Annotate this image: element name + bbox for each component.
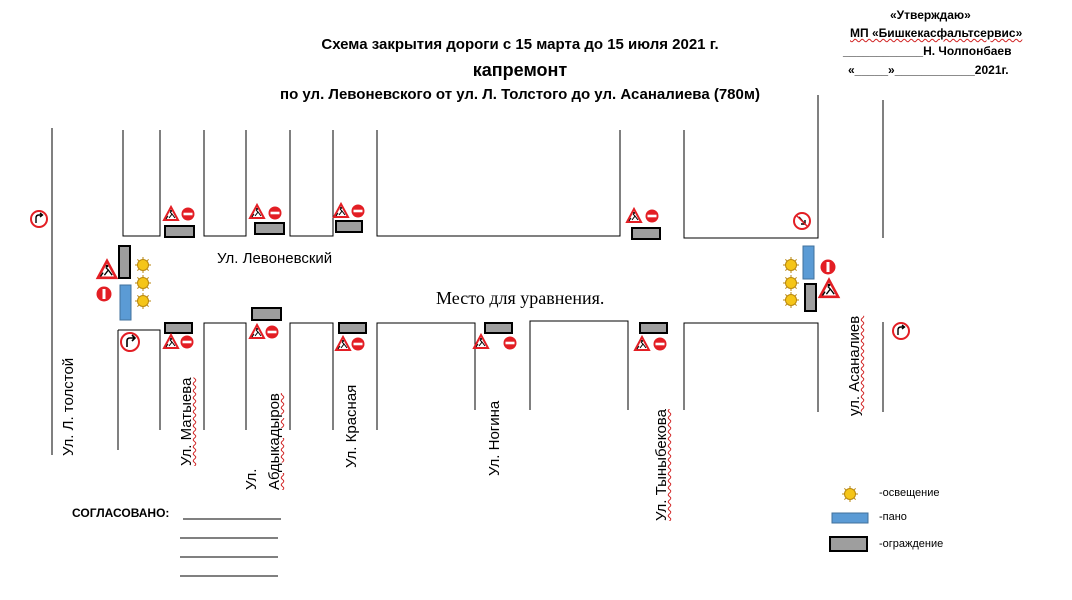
- agreed-signature-lines: [180, 519, 281, 576]
- road-works-sign-icon: [336, 337, 350, 350]
- barrier: [165, 323, 192, 333]
- barrier: [255, 223, 284, 234]
- panel: [120, 285, 131, 320]
- road-works-sign-icon: [474, 335, 488, 348]
- approval-heading: «Утверждаю»: [890, 8, 971, 22]
- no-entry-sign-icon: [181, 336, 194, 349]
- street-label-nogina: Ул. Ногина: [486, 400, 503, 476]
- street-label-krasnaya: Ул. Красная: [343, 384, 360, 468]
- road-works-sign-icon: [250, 205, 264, 218]
- lighting-icon: [135, 275, 151, 291]
- no-entry-sign-icon: [504, 337, 517, 350]
- road-works-sign-icon: [820, 280, 838, 297]
- barrier: [165, 226, 194, 237]
- barrier: [252, 308, 281, 320]
- lighting-icon: [135, 257, 151, 273]
- street-label-tynybekova-text: Ул. Тыныбекова: [653, 409, 670, 521]
- title-line-3-text: по ул. Левоневского от ул. Л. Толстого до ул. Асаналиева (780м): [280, 86, 760, 103]
- barrier-legend-swatch: [830, 537, 867, 551]
- no-entry-sign-icon: [182, 208, 195, 221]
- no-entry-sign-icon: [821, 260, 836, 275]
- road-works-sign-icon: [635, 337, 649, 350]
- legend-barrier-label: -ограждение: [879, 538, 944, 550]
- no-entry-sign-icon: [646, 210, 659, 223]
- lighting-icon: [783, 257, 799, 273]
- no-entry-sign-icon: [654, 338, 667, 351]
- road-works-sign-icon: [627, 209, 641, 222]
- no-entry-sign-icon: [269, 207, 282, 220]
- panel: [803, 246, 814, 279]
- barrier: [485, 323, 512, 333]
- barrier: [640, 323, 667, 333]
- street-label-asanaliev: [846, 316, 864, 416]
- road-signs: [97, 204, 839, 351]
- lighting-icon: [783, 275, 799, 291]
- barrier: [336, 221, 362, 232]
- no-entry-sign-icon: [352, 205, 365, 218]
- main-street-label: Ул. Левоневский: [217, 250, 333, 267]
- street-label-asanaliev-text: ул. Асаналиев: [846, 315, 863, 416]
- road-works-sign-icon: [164, 335, 178, 348]
- no-entry-sign-icon: [266, 326, 279, 339]
- title-line-1: Схема закрытия дороги с 15 марта до 15 июля 2021 г.: [321, 36, 719, 53]
- street-label-matyeva: [178, 378, 196, 466]
- right-turn-direction-icon: [121, 333, 139, 351]
- no-entry-sign-icon: [97, 287, 112, 302]
- legend-lighting-label: -освещение: [879, 487, 940, 499]
- lighting-icon: [135, 293, 151, 309]
- turn-right-sign-icon: [31, 211, 47, 227]
- direction-signs: [31, 211, 909, 351]
- agreed-label: СОГЛАСОВАНО:: [72, 506, 170, 520]
- road-works-sign-icon: [250, 325, 264, 338]
- approval-organization: МП «Бишкекасфальтсервис»: [850, 26, 1023, 40]
- barrier: [339, 323, 366, 333]
- lighting-icon: [783, 292, 799, 308]
- street-label-abdykadyrov-text: Абдыкадыров: [266, 393, 283, 490]
- legend-symbols: [830, 486, 868, 551]
- road-works-sign-icon: [334, 204, 348, 217]
- title-line-2: капремонт: [472, 60, 568, 80]
- no-left-turn-sign-icon: [794, 213, 810, 229]
- approval-signature: ____________Н. Чолпонбаев: [843, 44, 1012, 58]
- no-entry-sign-icon: [352, 338, 365, 351]
- street-label-abdykadyrov: [266, 393, 284, 490]
- panel-legend-swatch: [832, 513, 868, 523]
- street-label-matyeva-text: Ул. Матыева: [178, 377, 195, 466]
- leveling-note: Место для уравнения.: [436, 288, 605, 308]
- road-works-sign-icon: [164, 207, 178, 220]
- street-label-tynybekova: [653, 409, 671, 521]
- street-label-tolstoy: Ул. Л. толстой: [60, 357, 77, 456]
- turn-right-sign-icon: [893, 323, 909, 339]
- street-label-abdykadyrov-prefix: Ул.: [243, 468, 260, 490]
- lighting-icon: [842, 486, 858, 502]
- barrier: [805, 284, 816, 311]
- barrier: [119, 246, 130, 278]
- barrier: [632, 228, 660, 239]
- approval-date: «_____»____________2021г.: [848, 63, 1009, 77]
- legend-panel-label: -пано: [879, 511, 907, 523]
- road-works-sign-icon: [98, 261, 116, 278]
- levonevsky-upper-edge: [123, 95, 883, 238]
